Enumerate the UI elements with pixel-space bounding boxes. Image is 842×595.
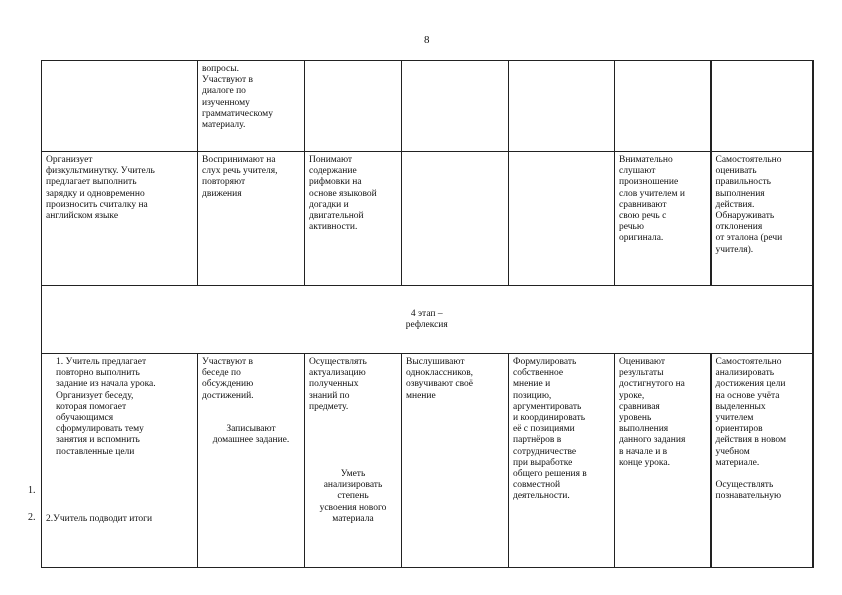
cell-line: свою речь с [619,211,667,222]
cell-line: рифмовки на [309,177,362,188]
cell-line: собственное [513,368,564,379]
cell-line: Внимательно [619,155,673,165]
cell-line: действия. [715,199,755,210]
cell [711,61,813,152]
cell-line: данного задания [619,435,686,446]
cell [198,152,305,286]
cell-line: сравнивают [619,199,667,210]
cell-line: зарядку и одновременно [46,188,145,199]
cell-line: которая помогает [56,401,127,412]
cell-line: конце урока. [619,457,670,468]
cell-line: Организует беседу, [56,390,134,401]
cell [509,61,615,152]
cell-line: беседе по [202,368,241,379]
cell-line: актуализацию [309,368,366,379]
cell-line: партнёров в [513,435,562,446]
cell-line [716,469,808,480]
cell-line: достижения цели [715,379,786,390]
cell-line: Осуществлять [309,357,367,367]
cell-line: знаний по [309,390,350,401]
cell-line: Выслушивают [406,357,465,367]
cell [711,152,813,286]
cell-line: и координировать [513,413,586,424]
cell-line: оригинала. [619,233,664,244]
table-row [42,354,813,568]
cell-line: учебном [715,446,750,457]
cell [42,354,198,568]
stage-line-2: рефлексия [405,320,448,330]
cell-line: Понимают [309,155,353,165]
cell-line: слух речь учителя, [202,166,278,177]
cell-line: основе языковой [309,188,377,199]
lesson-plan-table [41,60,814,568]
cell-line: поставленные цели [56,446,135,457]
cell-line: сотрудничестве [513,446,577,457]
cell-line: диалоге по [202,86,246,97]
margin-number-1: 1. [28,485,36,496]
cell-line: результаты [619,368,664,379]
cell-line: Уметь [340,469,366,480]
cell-line: сформулировать тему [56,424,144,435]
cell [615,61,711,152]
cell-line: Осуществлять [715,480,774,491]
cell-line: материалу. [202,120,246,131]
cell-line: английском языке [46,211,119,222]
cell-line: предлагает выполнить [46,177,137,188]
cell-line: Оценивают [619,357,666,367]
cell-line: действия в новом [715,435,787,446]
cell-line: мнение [406,390,436,401]
cell-line: Самостоятельно [715,357,782,367]
cell-line: правильность [715,177,771,188]
cell-line: усвоения нового [319,502,387,513]
cell [402,61,509,152]
cell [42,61,198,152]
cell-line: совместной [513,480,561,491]
cell-line: домашнее задание. [212,435,290,446]
cell-line: деятельности. [513,491,570,502]
cell-line: вопросы. [202,64,239,74]
cell-line: Обнаруживать [715,211,775,222]
cell-line: выполнения [619,424,669,435]
cell-line: степень [337,491,369,502]
cell-line: достигнутого на [619,379,685,390]
cell-line: Самостоятельно [715,155,782,165]
cell [305,61,402,152]
cell [615,354,711,568]
cell-line: содержание [309,166,357,177]
cell-line: оценивать [715,166,757,177]
table-row [42,61,813,152]
cell-line: при выработке [513,457,573,468]
cell-line: озвучивают своё [406,379,473,390]
cell [42,152,198,286]
cell-line: полученных [309,379,359,390]
cell-line: в начале и в [619,446,668,457]
cell-line: уровень [619,413,652,424]
cell-line: анализировать [323,480,383,491]
cell-line: Записывают [226,423,276,434]
cell-line: повторяют [202,177,246,188]
cell-line: одноклассников, [406,368,474,379]
cell-line: занятия и вспомнить [56,435,140,446]
cell [615,152,711,286]
stage-heading [42,286,813,354]
cell-line: уроке, [619,390,645,401]
cell-line: слушают [619,166,656,177]
cell-line: слов учителем и [619,188,685,199]
cell-line: Участвуют в [202,75,253,86]
cell-line: произношение [619,177,679,188]
cell-line: сравнивая [619,401,660,412]
cell-line: анализировать [715,368,775,379]
cell-line: Участвуют в [202,357,253,367]
cell [198,354,305,568]
cell-line: материале. [715,457,760,468]
cell-line: Организует [46,155,93,165]
cell-line: произносить считалку на [46,199,148,210]
cell-line: выполнения [715,188,765,199]
cell-line: общего решения в [513,469,587,480]
cell-line: предмету. [309,401,349,412]
cell [402,152,509,286]
cell-line: учителем [715,413,754,424]
cell-line: повторно выполнить [56,368,140,379]
cell-line: 2.Учитель подводит итоги [46,513,153,524]
cell-line: обсуждению [202,379,254,390]
cell [305,354,402,568]
margin-number-2: 2. [28,512,36,523]
table-row [42,286,813,354]
cell-line: её с позициями [513,424,575,435]
cell-line: изученному [202,97,250,108]
cell [198,61,305,152]
table-row [42,152,813,286]
cell-line: физкультминутку. Учитель [46,166,155,177]
cell [402,354,509,568]
cell-line: достижений. [202,390,254,401]
cell-line: учителя). [715,244,754,255]
cell-line: ориентиров [715,424,763,435]
cell-line: двигательной [309,211,364,222]
cell-line: задание из начала урока. [56,379,156,390]
cell-line: на основе учёта [715,390,780,401]
page-number: 8 [424,34,430,46]
cell [711,354,813,568]
stage-line-1: 4 этап – [410,308,443,319]
cell [305,152,402,286]
cell-line: аргументировать [513,401,582,412]
cell-line: мнение и [513,379,551,390]
cell-line: Воспринимают на [202,155,276,165]
cell-line: познавательную [715,491,782,502]
cell-line: выделенных [715,401,766,412]
cell-line: Формулировать [513,357,577,367]
cell-line: материала [332,513,374,524]
cell-line: догадки и [309,199,349,210]
cell-line: отклонения [715,222,763,233]
cell-line: обучающимся [56,413,114,424]
cell-line: движения [202,188,242,199]
cell-line: речью [619,222,644,233]
cell [509,152,615,286]
cell-line: грамматическому [202,108,273,119]
cell-line: 1. Учитель предлагает [56,357,147,367]
cell [509,354,615,568]
cell-line: от эталона (речи [715,233,783,244]
cell-line: активности. [309,222,358,233]
cell-line: позицию, [513,390,552,401]
